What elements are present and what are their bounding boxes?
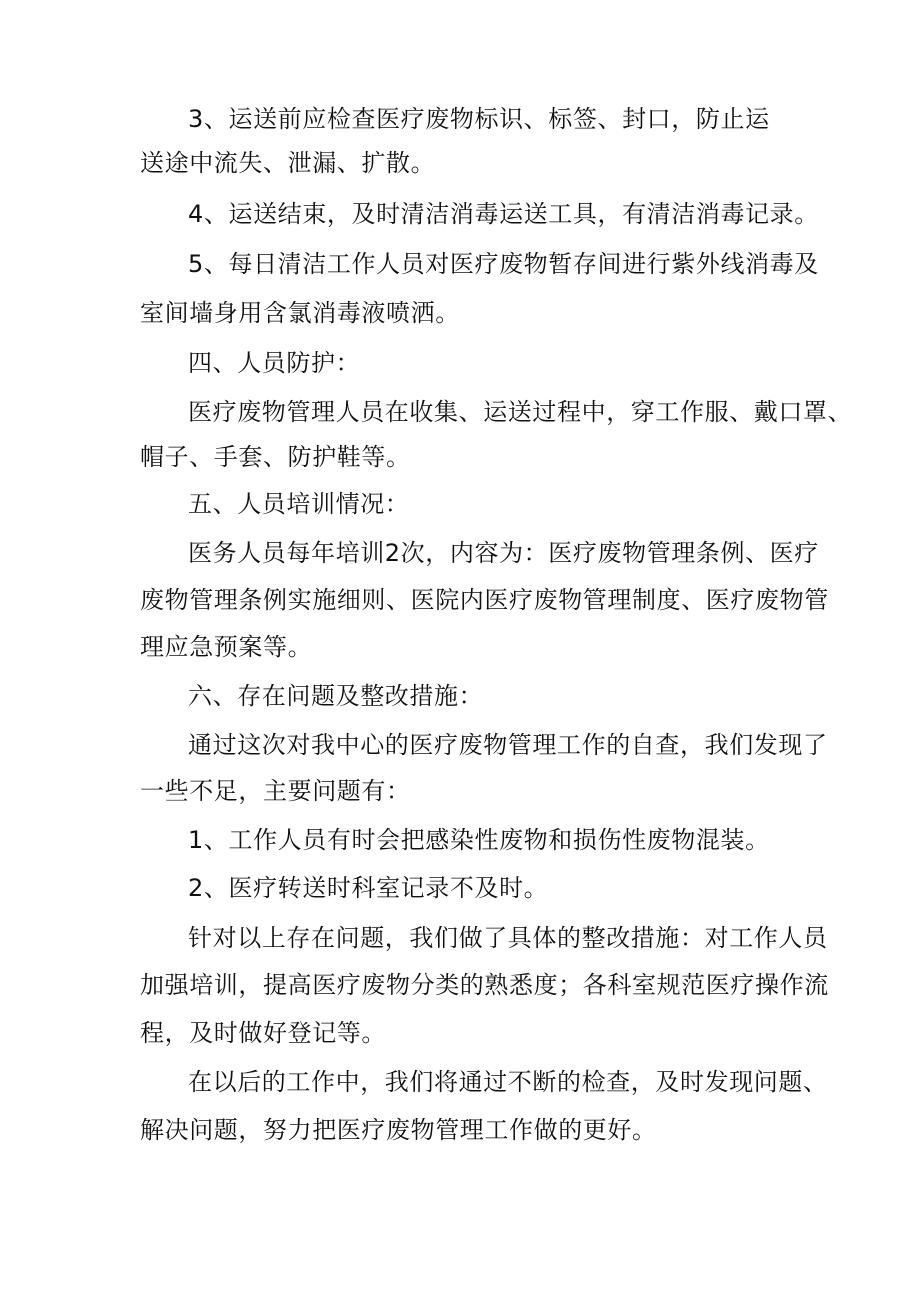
paragraph-line: 帽子、手套、防护鞋等。 <box>140 443 411 471</box>
section-heading: 四、人员防护： <box>188 349 361 377</box>
section-heading: 五、人员培训情况： <box>188 490 410 518</box>
paragraph-line: 医疗废物管理人员在收集、运送过程中，穿工作服、戴口罩、 <box>188 398 853 426</box>
paragraph-line: 废物管理条例实施细则、医院内医疗废物管理制度、医疗废物管 <box>140 586 829 614</box>
paragraph-line: 通过这次对我中心的医疗废物管理工作的自查，我们发现了 <box>188 731 828 759</box>
paragraph-line: 加强培训，提高医疗废物分类的熟悉度；各科室规范医疗操作流 <box>140 971 829 999</box>
paragraph-line: 1、工作人员有时会把感染性废物和损伤性废物混装。 <box>188 826 770 854</box>
paragraph-line: 一些不足，主要问题有： <box>140 777 411 805</box>
paragraph-line: 4、运送结束，及时清洁消毒运送工具，有清洁消毒记录。 <box>188 200 819 228</box>
paragraph-line: 解决问题，努力把医疗废物管理工作做的更好。 <box>140 1116 657 1144</box>
section-heading: 六、存在问题及整改措施： <box>188 682 484 710</box>
paragraph-line: 针对以上存在问题，我们做了具体的整改措施：对工作人员 <box>188 924 828 952</box>
paragraph-line: 程，及时做好登记等。 <box>140 1019 386 1047</box>
paragraph-line: 送途中流失、泄漏、扩散。 <box>140 149 436 177</box>
paragraph-line: 室间墙身用含氯消毒液喷洒。 <box>140 299 460 327</box>
paragraph-line: 理应急预案等。 <box>140 633 313 661</box>
paragraph-line: 2、医疗转送时科室记录不及时。 <box>188 874 549 902</box>
paragraph-line: 3、运送前应检查医疗废物标识、标签、封口，防止运 <box>188 105 770 133</box>
paragraph-line: 医务人员每年培训2次，内容为：医疗废物管理条例、医疗 <box>188 539 819 567</box>
paragraph-line: 在以后的工作中，我们将通过不断的检查，及时发现问题、 <box>188 1068 828 1096</box>
paragraph-line: 5、每日清洁工作人员对医疗废物暂存间进行紫外线消毒及 <box>188 250 819 278</box>
